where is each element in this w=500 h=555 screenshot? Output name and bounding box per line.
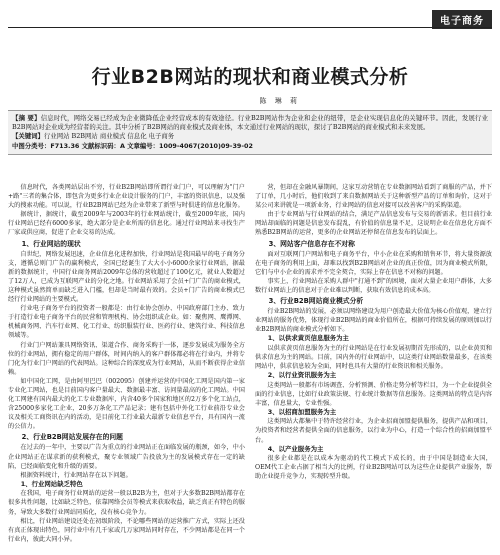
abstract-text: 信息时代，网络交易已经成为企业微降低企业经营成本的有效途径。行业B2B网站作为企业和企业的纽带，是企业实现信息化的关键环节。因此，发展行业B2B网站对企业成为经营者的关注。其中分析了B2B网站的商业模式及商业体，本文通过行业网站的现状，探讨了B2B网站的商业模式和未来发展。 — [12, 114, 488, 131]
section-heading: 4、以产业服务为主 — [267, 444, 324, 453]
body-paragraph: 事实上，行业网站在采购人群中"打通不到"的困境，面对大量企业用户群体，大多数行业网站上的信息对于企业难以判断，获取有效信息的成本高。 — [255, 277, 492, 294]
body-paragraph: 自世纪，网络发展迅速，企业信息化进程加快，行业网站是我国最早的电子商务分支，遵循总则门广告的赢利模式，全国已经诞生了大大小小6000余家行业网站，据最新的数据统计，中国行业商务网站2009年总体的营收超过了100亿元，就业人数超过了12万人，已成为互联网产业的分化之地。行业网站采用了会员+门广告的商业模式，这种模式虽然简单而缺乏进入门槛，但却是当时最有效的。会员+门广告的商业模式已经行行业网站的主要模式。 — [8, 250, 245, 304]
body-paragraph: 如中国化工网，是由阿里巴巴（002095）创建并运营的中国化工网是国内第一家专业化工网站，也是目前国内客户量最大、数据最丰富、访问量最高的化工网站。中国化工网建有国内最大的化工专业数据库，内含40多个国家和地区的2万多个化工站点，含25000多家化工企业，20多万条化工产品记录；建有包括中外化工行业前沿专业会议及相关工商资讯在内的活动，是目前化工行业最大最新专业信息平台，具有国内一流的公信力。 — [8, 377, 245, 431]
section-heading: 1、行业网站缺乏特色 — [20, 479, 83, 488]
body-paragraph: 行业B2B网站的发展，必须以网络建设为用户创造最大价值为核心价值观，建立行业网站的服务优势，体现行业B2B网站的商业价值所在，根据可持续发展的原则加以行业B2B网站的商业模式分析如下。 — [255, 308, 492, 334]
section-heading: 3、以招商加盟服务为主 — [267, 407, 337, 416]
body-paragraph: 营，但却在金融风暴期间，这家互动营销在专业数据网站看到了商服的产品，并下了订单，几小时后，他们收到了来自数据网站关于这种新型产品的订单和询价，这对于某公司来讲就是一项新业务，行业网站的信息对接可以改善客户的采购渠道。 — [255, 184, 492, 210]
keywords-paragraph — [12, 132, 488, 141]
body-paragraph: 信息时代，各类网站层出不穷，行业B2B网站即所谓行业门户，可以理解为"门户+路"三者的集合体，即包含为更多行业企业设计服务的门户，丰富的资讯信息，以及强大的搜索功能。可以说，行业B2B网站已经为企业带来了新型与时俱进的信息化服务。 — [8, 184, 245, 210]
body-paragraph: 行业门户网站兼具网络资讯、渠道合作、商务采购于一体，逐步发展成为服务全方位的行业网站，拥有稳定的用户群体，时间内纳入的客户群体都必将在行业内，并将专门化为行业门户网站的代表网站。这种综合的深度成为行业网站，从而不断获得企业信赖。 — [8, 341, 245, 376]
body-paragraph: 据统计，据统计，截至2009年与2003年的行业网站统计，截至2009年底，国内行业网站已经有6000多家，绝大部分是企业所需的信息化。通过行业网站来寻找生产厂家或供应商，促进了企业交易的达成。 — [8, 211, 245, 237]
section-heading: 3、网站客户信息存在不对称 — [268, 239, 355, 248]
author: 陈 琳 莉 — [259, 97, 300, 105]
body-paragraph: 很多企业都是在以成本为驱动的代工模式下成长的，由于中国是制造业大国，OEM代工企业占据了相当大的比例，行业B2B网站可以为这些企业提供产业服务，帮助企业提升竞争力，实现转型升级。 — [255, 455, 492, 481]
abstract-label: 【摘 要】 — [12, 114, 41, 122]
body-paragraph: 以供求黄页信息服务为主的行业网站是在行业发展初期首先形成的，以企业黄页和供求信息为主的网站。目前，国内外的行业网站中，以这类行业网站数量最多，在该类网站中，供求信息较为全面，同时也具有大量的行业资讯和相关服务。 — [255, 344, 492, 370]
body-paragraph: 由于专业网站与行业网站的结合，满足产品信息发布与交易的新需求。但目前行业网站却面临的问题是信息发布混乱，有价值的信息量不足，这说明企业在信息化方面不熟悉B2B网站的运营，更多的企业网站还停留在信息发布的层面上。 — [255, 211, 492, 237]
section-tag: 电子商务 — [432, 10, 492, 29]
section-heading: 2、行业B2B网站发展存在的问题 — [21, 433, 123, 442]
right-column — [255, 183, 492, 551]
abstract-paragraph — [12, 114, 488, 132]
body-paragraph: 相比，行业网站建设还处在初级阶段，不论哪些网站的运营推广方式，实际上还没有真正体现出特色，同行业中有几千家或几万家网站同时存在，不少网站都是在同一个行业内，彼此大同小异。 — [8, 517, 245, 543]
body-paragraph: 在过去的一年中，主要以广告为重点的行业网站正在面临发展的瓶颈，如今，中小企业网站正在谋求新的获利模式，聚专业领域广告投放为主的发展模式存在一定的缺陷，已经面临变化和升级的需要。 — [8, 444, 245, 470]
top-rule — [8, 27, 492, 28]
section-heading: 2、以行业资讯服务为主 — [267, 371, 337, 380]
body-paragraph: 在我国，电子商务行业网站的运营一般以B2B为主，但对于大多数B2B网站都存在很多共性问题，比如缺乏特色，依靠网络会员等模式来获取收益，缺乏真正有特色的服务，导致大多数行业网站同质化，没有核心竞争力。 — [8, 490, 245, 516]
keywords-text: 行业网站 B2B网站 商业模式 信息化 电子商务 — [43, 132, 175, 140]
body-paragraph: 根据资料统计，行业网站存在以下问题。 — [20, 471, 132, 479]
classification-line: 中图分类号：F713.36 文献标识码：A 文章编号：1009-4067(2010)09-39-02 — [12, 142, 253, 150]
section-heading: 3、行业B2B网站商业模式分析 — [268, 297, 364, 306]
body-paragraph: 这类网站大都集中于特许经营行业，为企业招商加盟提供服务，提供产品和项目，为投资者和经营者提供全面的信息服务，以行业为中心，打造一个综合性的招商加盟平台。 — [255, 418, 492, 444]
section-heading: 1、行业网站的现状 — [21, 239, 81, 248]
body-columns — [8, 183, 492, 551]
keywords-label: 【关键词】 — [12, 132, 44, 140]
body-paragraph: 这类网站一般都有市场调查、分析预测、价格走势分析等栏目，为一个企业提供全面的行业信息，比如行业政策法规、行业统计数据等信息服务。这类网站的特点是内容丰富，信息量大，专业性强。 — [255, 381, 492, 407]
article-title: 行业B2B网站的现状和商业模式分析 — [91, 66, 409, 88]
section-heading: 1、以供求黄页信息服务为主 — [267, 334, 349, 343]
left-column — [8, 183, 245, 551]
body-paragraph: 面对互联网门户网站和电子商务平台，中小企业在采购和销售环节，将大量资源放在电子商务的利用上面，却难以找到B2B网站对企业的真正价值，因为商业模式所限，它们与中小企业的需求并不完全契合，实际上存在信息不对称的问题。 — [255, 250, 492, 276]
body-paragraph: 行业电子商务平台的投资者一般都是：由行业协会创办、中国政府部门主办、致力于打造行业电子商务平台的民营和管理机构、协会组织或企业。如：聚焦网、鹰潭网、机械商务网、汽车行业网、化工行业、纺织服装行业、医药行业、建筑行业、科技信息领域等。 — [8, 305, 245, 340]
abstract-box — [8, 110, 492, 155]
